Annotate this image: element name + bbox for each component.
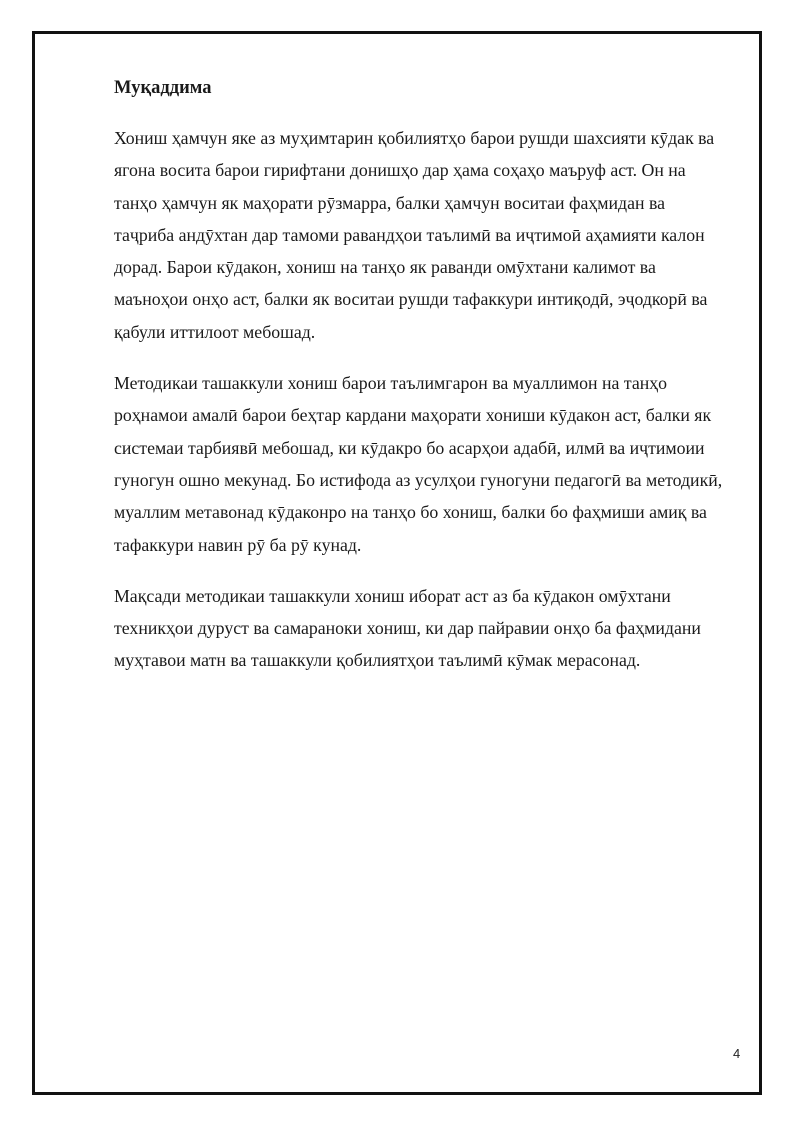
section-heading: Муқаддима [114,78,212,98]
document-body [114,73,724,696]
paragraph-2: Методикаи ташаккули хониш барои таълимгарон ва муаллимон на танҳо роҳнамои амалӣ барои беҳтар кардани маҳорати хониши кӯдакон аст, балки як системаи тарбиявӣ мебошад, ки кӯдакро бо асарҳои адабӣ, илмӣ ва иҷтимоии гуногун ошно мекунад. Бо истифода аз усулҳои гуногуни педагогӣ ва методикӣ, муаллим метавонад кӯдаконро на танҳо бо хониш, балки бо фаҳмиши амиқ ва тафаккури навин рӯ ба рӯ кунад. [114,373,723,555]
page-number: 4 [733,1046,741,1061]
paragraph-3: Мақсади методикаи ташаккули хониш иборат аст аз ба кӯдакон омӯхтани техникҳои дуруст ва самараноки хониш, ки дар пайравии онҳо ба фаҳмидани муҳтавои матн ва ташаккули қобилиятҳои таълимӣ кӯмак мерасонад. [114,585,701,671]
paragraph-1: Хониш ҳамчун яке аз муҳимтарин қобилиятҳо барои рушди шахсияти кӯдак ва ягона восита барои гирифтани донишҳо дар ҳама соҳаҳо маъруф аст. Он на танҳо ҳамчун як маҳорати рӯзмарра, балки ҳамчун воситаи фаҳмидан ва таҷриба андӯхтан дар тамоми равандҳои таълимӣ ва иҷтимоӣ аҳамияти калон дорад. Барои кӯдакон, хониш на танҳо як раванди омӯхтани калимот ва маъноҳои онҳо аст, балки як воситаи рушди тафаккури интиқодӣ, эҷодкорӣ ва қабули иттилоот мебошад. [114,128,715,342]
